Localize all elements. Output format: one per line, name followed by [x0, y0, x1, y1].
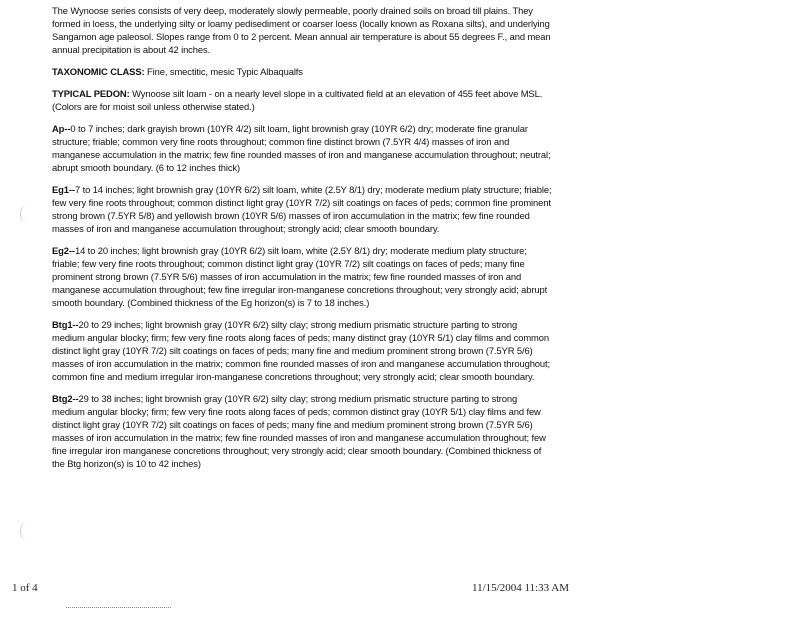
- typical-pedon-label: TYPICAL PEDON:: [52, 88, 130, 99]
- horizon-btg2: [52, 392, 552, 470]
- binder-hole-mark: [20, 205, 33, 223]
- horizon-description: 14 to 20 inches; light brownish gray (10YR 6/2) silt loam, white (2.5Y 8/1) dry; moderate medium platy structure; friable; few very fine roots throughout; common distinct light gray (10YR 7/2) silt coatings on faces of peds; many fine prominent strong brown (7.5YR 5/6) masses of iron accumulation in the matrix; few fine rounded masses of iron and manganese accumulation throughout; few fine irregular iron-manganese concretions throughout; very strongly acid; abrupt smooth boundary. (Combined thickness of the Eg horizon(s) is 7 to 18 inches.): [52, 245, 548, 308]
- horizon-name: Btg1--: [52, 319, 79, 330]
- taxonomic-class-label: TAXONOMIC CLASS:: [52, 66, 145, 77]
- horizon-btg1: [52, 318, 552, 383]
- page-number: 1 of 4: [12, 582, 38, 594]
- taxonomic-class: [52, 65, 552, 78]
- print-timestamp: 11/15/2004 11:33 AM: [472, 582, 569, 594]
- horizon-ap: [52, 122, 552, 174]
- horizon-description: 7 to 14 inches; light brownish gray (10YR 6/2) silt loam, white (2.5Y 8/1) dry; moderate medium platy structure; friable; few very fine roots throughout; common distinct light gray (10YR 7/2) silt coatings on faces of peds; common fine prominent strong brown (7.5YR 5/8) and yellowish brown (10YR 5/6) masses of iron accumulation in the matrix; few fine rounded masses of iron and manganese accumulation throughout; strongly acid; clear smooth boundary.: [52, 184, 552, 234]
- typical-pedon-text: Wynoose silt loam - on a nearly level slope in a cultivated field at an elevation of 455 feet above MSL. (Colors are for moist soil unless otherwise stated.): [52, 88, 543, 112]
- typical-pedon: [52, 87, 552, 113]
- scan-artifact-line: [66, 607, 171, 608]
- horizon-description: 0 to 7 inches; dark grayish brown (10YR 4/2) silt loam, light brownish gray (10YR 6/2) dry; moderate fine granular structure; friable; common very fine roots throughout; common fine distinct brown (7.5YR 4/4) masses of iron and manganese accumulation in the matrix; few fine rounded masses of iron and manganese accumulation throughout; neutral; abrupt smooth boundary. (6 to 12 inches thick): [52, 123, 551, 173]
- horizon-description: 29 to 38 inches; light brownish gray (10YR 6/2) silty clay; strong medium prismatic structure parting to strong medium angular blocky; firm; few very fine roots along faces of peds; common distinct gray (10YR 5/1) clay films and few distinct light gray (10YR 7/2) silt coatings on faces of peds; many fine and medium prominent strong brown (7.5YR 5/6) masses of iron accumulation in the matrix; few fine rounded masses of iron and manganese accumulation throughout; few fine irregular iron manganese concretions throughout; very strongly acid; clear smooth boundary. (Combined thickness of the Btg horizon(s) is 10 to 42 inches): [52, 393, 546, 469]
- horizon-eg2: [52, 244, 552, 309]
- binder-hole-mark: [20, 522, 33, 540]
- horizon-name: Ap--: [52, 123, 71, 134]
- horizon-name: Btg2--: [52, 393, 79, 404]
- horizon-name: Eg2--: [52, 245, 75, 256]
- horizon-description: 20 to 29 inches; light brownish gray (10YR 6/2) silty clay; strong medium prismatic structure parting to strong medium angular blocky; firm; few very fine roots along faces of peds; many distinct gray (10YR 5/1) clay films and common distinct light gray (10YR 7/2) silt coatings on faces of peds; many fine and medium prominent strong brown (7.5YR 5/6) masses of iron accumulation in the matrix; common fine rounded masses of iron and manganese accumulation throughout; common fine and medium irregular iron-manganese concretions throughout; very strongly acid; clear smooth boundary.: [52, 319, 551, 382]
- horizon-eg1: [52, 183, 552, 235]
- document-body: [52, 4, 552, 479]
- taxonomic-class-text: Fine, smectitic, mesic Typic Albaqualfs: [147, 66, 303, 77]
- series-description: The Wynoose series consists of very deep, moderately slowly permeable, poorly drained soils on broad till plains. They formed in loess, the underlying silty or loamy pedisediment or coarser loess (locally known as Roxana silts), and underlying Sangamon age paleosol. Slopes range from 0 to 2 percent. Mean annual air temperature is about 55 degrees F., and mean annual precipitation is about 42 inches.: [52, 5, 551, 55]
- horizon-name: Eg1--: [52, 184, 75, 195]
